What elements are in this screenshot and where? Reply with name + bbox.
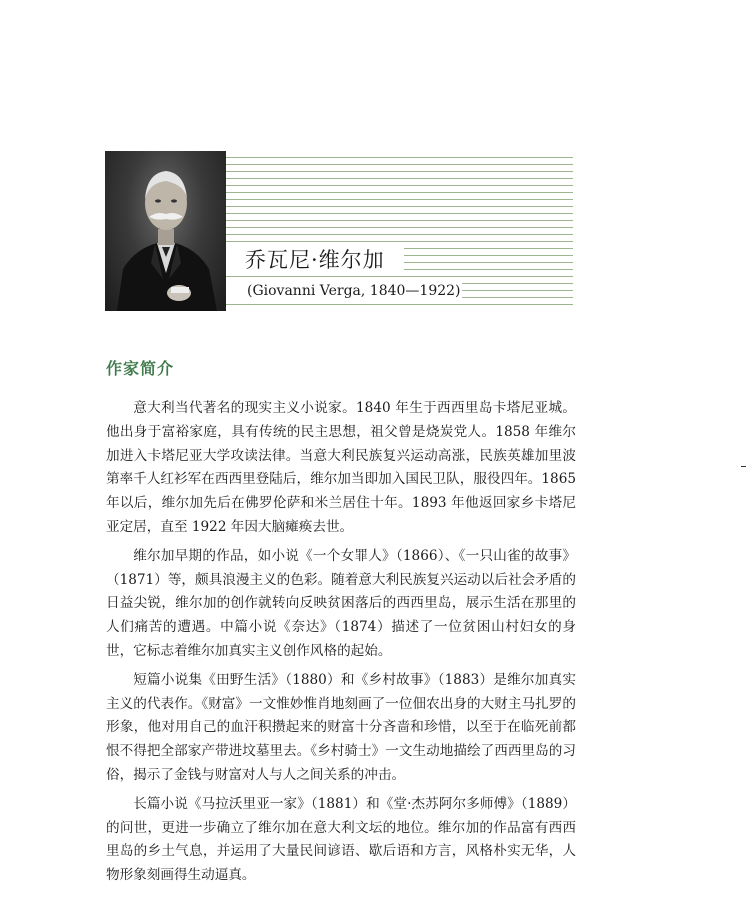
portrait-icon [105,151,226,311]
paragraph: 短篇小说集《田野生活》（1880）和《乡村故事》（1883）是维尔加真实主义的代表作。《财富》一文惟妙惟肖地刻画了一位佃农出身的大财主马扎罗的形象，他对用自己的血汗积攒起来的财富十分吝啬和珍惜，以至于在临死前都恨不得把全部家产带进坟墓里去。《乡村骑士》一文生动地描绘了西西里岛的习俗，揭示了金钱与财富对人与人之间关系的冲击。 [106,671,576,783]
paragraph: 长篇小说《马拉沃里亚一家》（1881）和《堂·杰苏阿尔多师傅》（1889）的问世，更进一步确立了维尔加在意大利文坛的地位。维尔加的作品富有西西里岛的乡土气息，并运用了大量民间谚语、歇后语和方言，风格朴实无华，人物形象刻画得生动逼真。 [106,795,576,884]
author-portrait [105,151,226,311]
section-title: 作家简介 [106,359,175,378]
page-edge-mark [741,466,746,467]
author-header [105,151,573,311]
paragraph: 意大利当代著名的现实主义小说家。1840 年生于西西里岛卡塔尼亚城。他出身于富裕家庭，具有传统的民主思想，祖父曾是烧炭党人。1858 年维尔加进入卡塔尼亚大学攻读法律。当意大利民族复兴运动高涨，民族英雄加里波第率千人红衫军在西西里登陆后，维尔加当即加入国民卫队，服役四年。1865 年以后，维尔加先后在佛罗伦萨和米兰居住十年。1893 年他返回家乡卡塔尼亚定居，直至 1922 年因大脑瘫痪去世。 [106,400,576,535]
author-dates: (Giovanni Verga, 1840—1922) [247,283,461,299]
author-intro-body [106,397,576,893]
author-name: 乔瓦尼·维尔加 [245,248,385,272]
paragraph: 维尔加早期的作品，如小说《一个女罪人》（1866）、《一只山雀的故事》（1871）等，颇具浪漫主义的色彩。随着意大利民族复兴运动以后社会矛盾的日益尖锐，维尔加的创作就转向反映贫困落后的西西里岛，展示生活在那里的人们痛苦的遭遇。中篇小说《奈达》（1874）描述了一位贫困山村妇女的身世，它标志着维尔加真实主义创作风格的起始。 [106,547,576,659]
